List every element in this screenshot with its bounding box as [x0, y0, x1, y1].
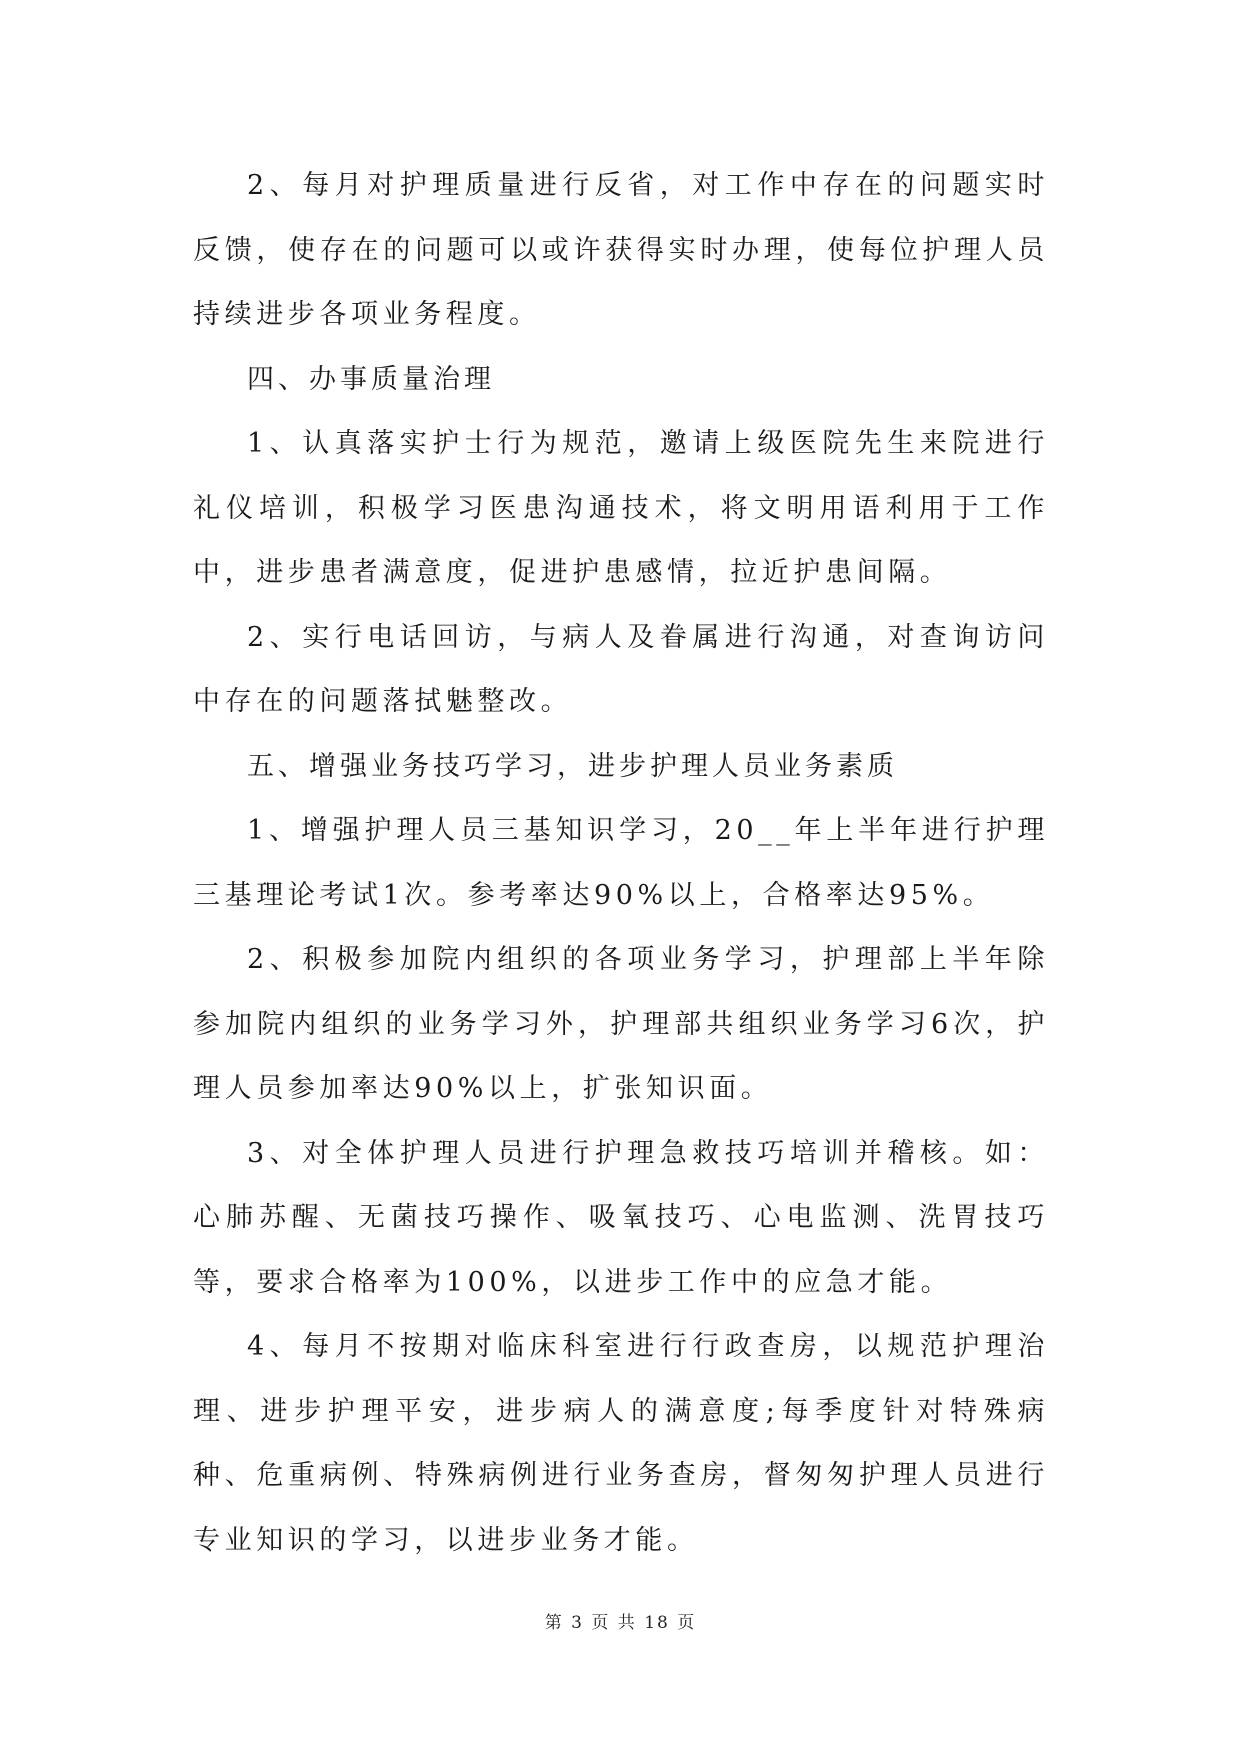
paragraph-emergency-training: 3、对全体护理人员进行护理急救技巧培训并稽核。如：心肺苏醒、无菌技巧操作、吸氧技巧、心电监测、洗胃技巧等，要求合格率为100%，以进步工作中的应急才能。 [193, 1137, 1049, 1298]
document-body [193, 154, 1049, 1573]
section-heading-service-quality: 四、办事质量治理 [247, 363, 495, 395]
page-number-label: 第 3 页 共 18 页 [544, 1613, 697, 1633]
paragraph-phone-followup: 2、实行电话回访，与病人及眷属进行沟通，对查询访问中存在的问题落拭魅整改。 [193, 621, 1049, 717]
paragraph-basic-knowledge-exam: 1、增强护理人员三基知识学习，20__年上半年进行护理三基理论考试1次。参考率达90%以上，合格率达95%。 [193, 815, 1049, 911]
section-heading-skills-learning: 五、增强业务技巧学习，进步护理人员业务素质 [247, 750, 898, 782]
paragraph-ward-rounds: 4、每月不按期对临床科室进行行政查房，以规范护理治理、进步护理平安，进步病人的满意度;每季度针对特殊病种、危重病例、特殊病例进行业务查房，督匆匆护理人员进行专业知识的学习，以进步业务才能。 [193, 1331, 1049, 1556]
paragraph-nurse-conduct: 1、认真落实护士行为规范，邀请上级医院先生来院进行礼仪培训，积极学习医患沟通技术，将文明用语利用于工作中，进步患者满意度，促进护患感情，拉近护患间隔。 [193, 428, 1049, 588]
paragraph-monthly-quality-review: 2、每月对护理质量进行反省，对工作中存在的问题实时反馈，使存在的问题可以或许获得实时办理，使每位护理人员持续进步各项业务程度。 [193, 170, 1049, 330]
paragraph-business-study: 2、积极参加院内组织的各项业务学习，护理部上半年除参加院内组织的业务学习外，护理部共组织业务学习6次，护理人员参加率达90%以上，扩张知识面。 [193, 944, 1049, 1104]
page-footer [0, 1608, 1241, 1633]
